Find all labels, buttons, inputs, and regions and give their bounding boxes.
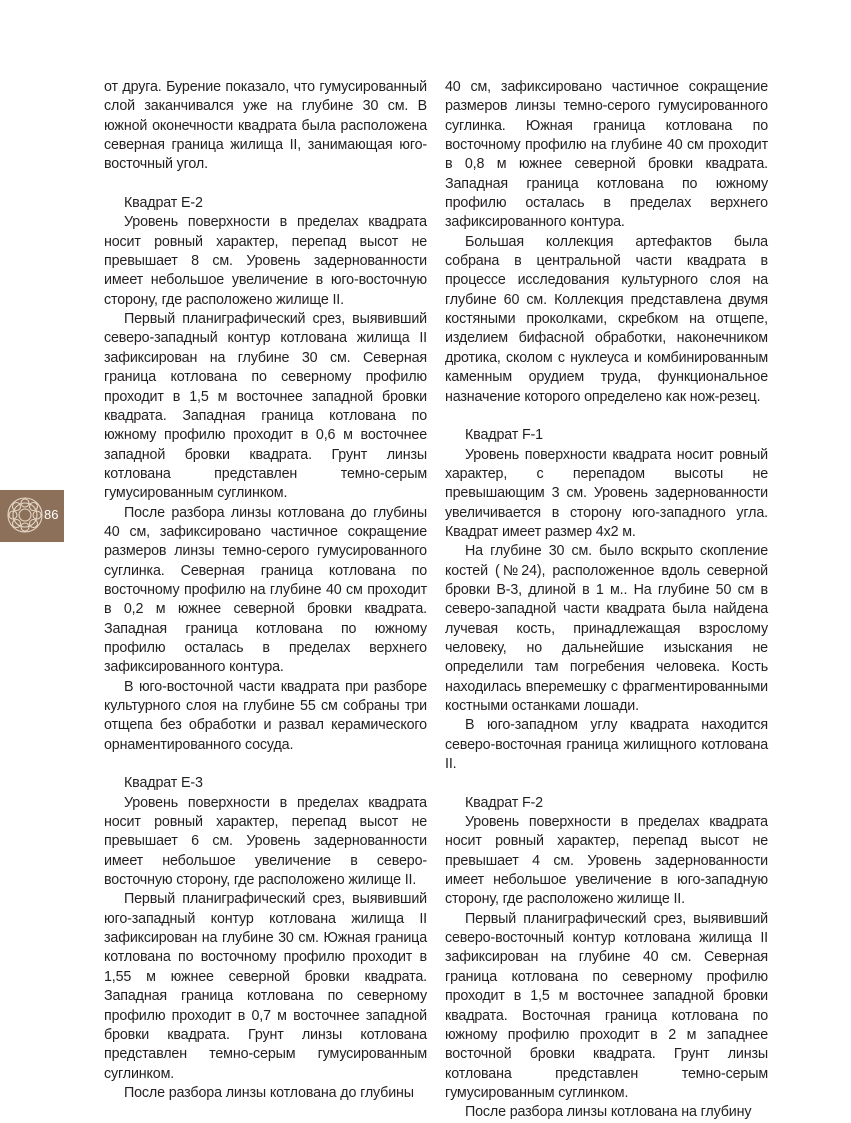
section-heading: Квадрат Е-2: [124, 195, 203, 212]
paragraph: Первый планиграфический срез, выявивший северо-восточный контур котлована жилища II зафиксирован на глубине 40 см. Северная граница котлована по северному профилю проходит в 1,5 м восточнее западной бровки квадрата. Восточная граница котлована по южному профилю проходит в 2 м западнее восточной бровки квадрата. Грунт линзы котлована представлен темно-серым гумусированным суглинком.: [445, 910, 768, 1101]
paragraph: Большая коллекция артефактов была собрана в центральной части квадрата в процессе исследования культурного слоя на глубине 60 см. Коллекция представлена двумя костяными проколками, скребком на отщепе, изделием бифасной обработки, наконечником дротика, сколом с нуклеуса и комбинированным каменным орудием труда, функциональное назначение которого определено как нож-резец.: [445, 233, 768, 405]
paragraph-gap: [104, 175, 427, 194]
paragraph: После разбора линзы котлована на глубину: [465, 1104, 752, 1121]
page-number: 86: [44, 507, 59, 522]
paragraph-gap: [104, 755, 427, 774]
paragraph: Уровень поверхности квадрата носит ровный характер, с перепадом высоты не превышающим 3 см. Уровень задернованности увеличивается в сторону юго-западного угла. Квадрат имеет размер 4х2 м.: [445, 446, 768, 540]
paragraph: Первый планиграфический срез, выявивший юго-западный контур котлована жилища II зафиксирован на глубине 30 см. Южная граница котлована по восточному профилю проходит в 1,55 м южнее северной бровки квадрата. Западная граница котлована по северному профилю проходит в 0,7 м восточнее западной бровки квадрата. Грунт линзы котлована представлен темно-серым гумусированным суглинком.: [104, 891, 427, 1082]
paragraph: от друга. Бурение показало, что гумусированный слой заканчивался уже на глубине 30 см. В южной оконечности квадрата была расположена северная граница жилища II, занимающая юго-восточный угол.: [104, 79, 427, 173]
section-heading: Квадрат F-2: [465, 794, 543, 811]
paragraph: После разбора линзы котлована до глубины 40 см, зафиксировано частичное сокращение размеров линзы темно-серого гумусированного суглинка. Северная граница котлована по восточному профилю на глубине 40 см проходит в 0,2 м южнее северной бровки квадрата. Западная граница котлована по южному профилю осталась в пределах верхнего зафиксированного контура.: [104, 504, 427, 676]
page-number-tab: [0, 490, 64, 542]
section-heading: Квадрат F-1: [465, 427, 543, 444]
paragraph: Уровень поверхности в пределах квадрата носит ровный характер, перепад высот не превышает 6 см. Уровень задернованности имеет небольшое увеличение в северо-восточную сторону, где расположено жилище II.: [104, 794, 427, 889]
paragraph: В юго-западном углу квадрата находится северо-восточная граница жилищного котлована II.: [445, 717, 768, 773]
paragraph-gap: [445, 774, 768, 793]
paragraph: Уровень поверхности в пределах квадрата носит ровный характер, перепад высот не превышает 4 см. Уровень задернованности имеет небольшое увеличение в юго-западную сторону, где расположено жилище II.: [445, 814, 768, 908]
ornament-icon: [5, 495, 45, 535]
right-column: [445, 78, 768, 1123]
paragraph: После разбора линзы котлована до глубины: [124, 1084, 414, 1101]
paragraph: На глубине 30 см. было вскрыто скопление костей (№24), расположенное вдоль северной бровки В-3, длиной в 1 м.. На глубине 50 см в северо-западной части квадрата была найдена лучевая кость, принадлежащая взрослому человеку, но дальнейшие изыскания не определили там погребения человека. Кость находилась вперемешку с фрагментированными костными останками лошади.: [445, 543, 768, 714]
section-heading: Квадрат Е-3: [124, 775, 203, 792]
left-column: [104, 78, 427, 1103]
paragraph: Первый планиграфический срез, выявивший северо-западный контур котлована жилища II зафиксирован на глубине 30 см. Северная граница котлована по северному профилю проходит в 1,5 м восточнее западной бровки квадрата. Западная граница котлована по южному профилю проходит в 0,6 м восточнее западной бровки квадрата. Грунт линзы котлована представлен темно-серым гумусированным суглинком.: [104, 311, 427, 502]
paragraph-gap: [445, 407, 768, 426]
paragraph: Уровень поверхности в пределах квадрата носит ровный характер, перепад высот не превышает 8 см. Уровень задернованности имеет небольшое увеличение в юго-восточную сторону, где расположено жилище II.: [104, 214, 427, 308]
paragraph: В юго-восточной части квадрата при разборе культурного слоя на глубине 55 см собраны три отщепа без обработки и развал керамического орнаментированного сосуда.: [104, 678, 427, 753]
paragraph: 40 см, зафиксировано частичное сокращение размеров линзы темно-серого гумусированного суглинка. Южная граница котлована по восточному профилю на глубине 40 см проходит в 0,8 м южнее северной бровки квадрата. Западная граница котлована по южному профилю осталась в пределах верхнего зафиксированного контура.: [445, 79, 768, 231]
